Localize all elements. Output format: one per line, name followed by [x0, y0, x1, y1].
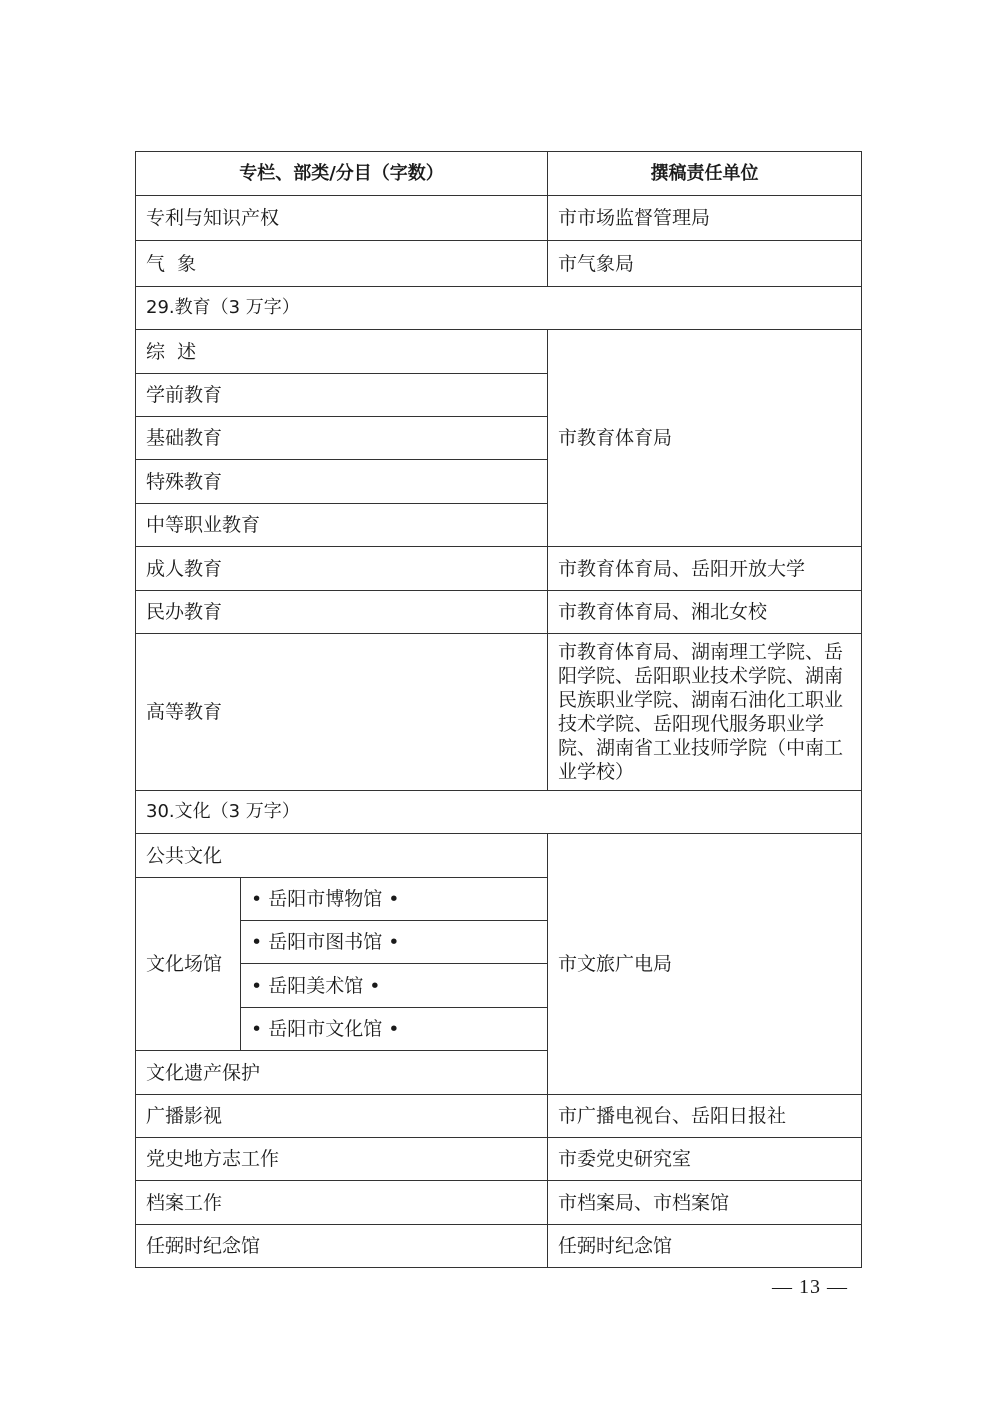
unit-cell: 市档案局、市档案馆: [548, 1181, 862, 1225]
unit-cell: 市委党史研究室: [548, 1138, 862, 1181]
table-row: [136, 1181, 862, 1225]
table-row: [136, 1138, 862, 1181]
venue-cell: • 岳阳市图书馆 •: [241, 921, 548, 964]
table-row: [136, 330, 862, 374]
section-row-education: [136, 287, 862, 330]
item-cell: 成人教育: [136, 547, 548, 591]
item-cell: 公共文化: [136, 834, 548, 878]
item-cell: 专利与知识产权: [136, 196, 548, 241]
unit-cell-merged: 市文旅广电局: [548, 834, 862, 1095]
table-row: [136, 834, 862, 878]
table-row: [136, 634, 862, 791]
item-cell: 民办教育: [136, 591, 548, 634]
item-cell: 基础教育: [136, 417, 548, 460]
item-cell: 广播影视: [136, 1095, 548, 1138]
item-cell: 学前教育: [136, 374, 548, 417]
unit-cell: 市广播电视台、岳阳日报社: [548, 1095, 862, 1138]
header-unit-column: 撰稿责任单位: [548, 152, 862, 196]
venue-cell: • 岳阳美术馆 •: [241, 964, 548, 1008]
unit-cell: 市教育体育局、湖南理工学院、岳阳学院、岳阳职业技术学院、湖南民族职业学院、湖南石油化工职业技术学院、岳阳现代服务职业学院、湖南省工业技师学院（中南工业学校）: [548, 634, 862, 791]
item-cell: 任弼时纪念馆: [136, 1225, 548, 1268]
section-title: 29.教育（3 万字）: [136, 287, 862, 330]
section-title: 30.文化（3 万字）: [136, 791, 862, 834]
unit-cell-merged: 市教育体育局: [548, 330, 862, 547]
item-cell: 中等职业教育: [136, 504, 548, 547]
item-cell: 气 象: [136, 241, 548, 287]
venue-cell: • 岳阳市文化馆 •: [241, 1008, 548, 1051]
compilation-table: [135, 151, 862, 1268]
unit-cell: 市市场监督管理局: [548, 196, 862, 241]
item-cell: 特殊教育: [136, 460, 548, 504]
table-row: [136, 196, 862, 241]
table-row: [136, 591, 862, 634]
table-row: [136, 1095, 862, 1138]
unit-cell: 市教育体育局、岳阳开放大学: [548, 547, 862, 591]
page-number: — 13 —: [772, 1276, 848, 1298]
table-row: [136, 1225, 862, 1268]
header-item-column: 专栏、部类/分目（字数）: [136, 152, 548, 196]
unit-cell: 任弼时纪念馆: [548, 1225, 862, 1268]
item-cell: 综 述: [136, 330, 548, 374]
item-cell: 文化遗产保护: [136, 1051, 548, 1095]
unit-cell: 市气象局: [548, 241, 862, 287]
item-cell: 高等教育: [136, 634, 548, 791]
venues-label-cell: 文化场馆: [136, 878, 241, 1051]
item-cell: 党史地方志工作: [136, 1138, 548, 1181]
item-cell: 档案工作: [136, 1181, 548, 1225]
venue-cell: • 岳阳市博物馆 •: [241, 878, 548, 921]
unit-cell: 市教育体育局、湘北女校: [548, 591, 862, 634]
table-row: [136, 547, 862, 591]
section-row-culture: [136, 791, 862, 834]
header-row: [136, 152, 862, 196]
table-row: [136, 241, 862, 287]
